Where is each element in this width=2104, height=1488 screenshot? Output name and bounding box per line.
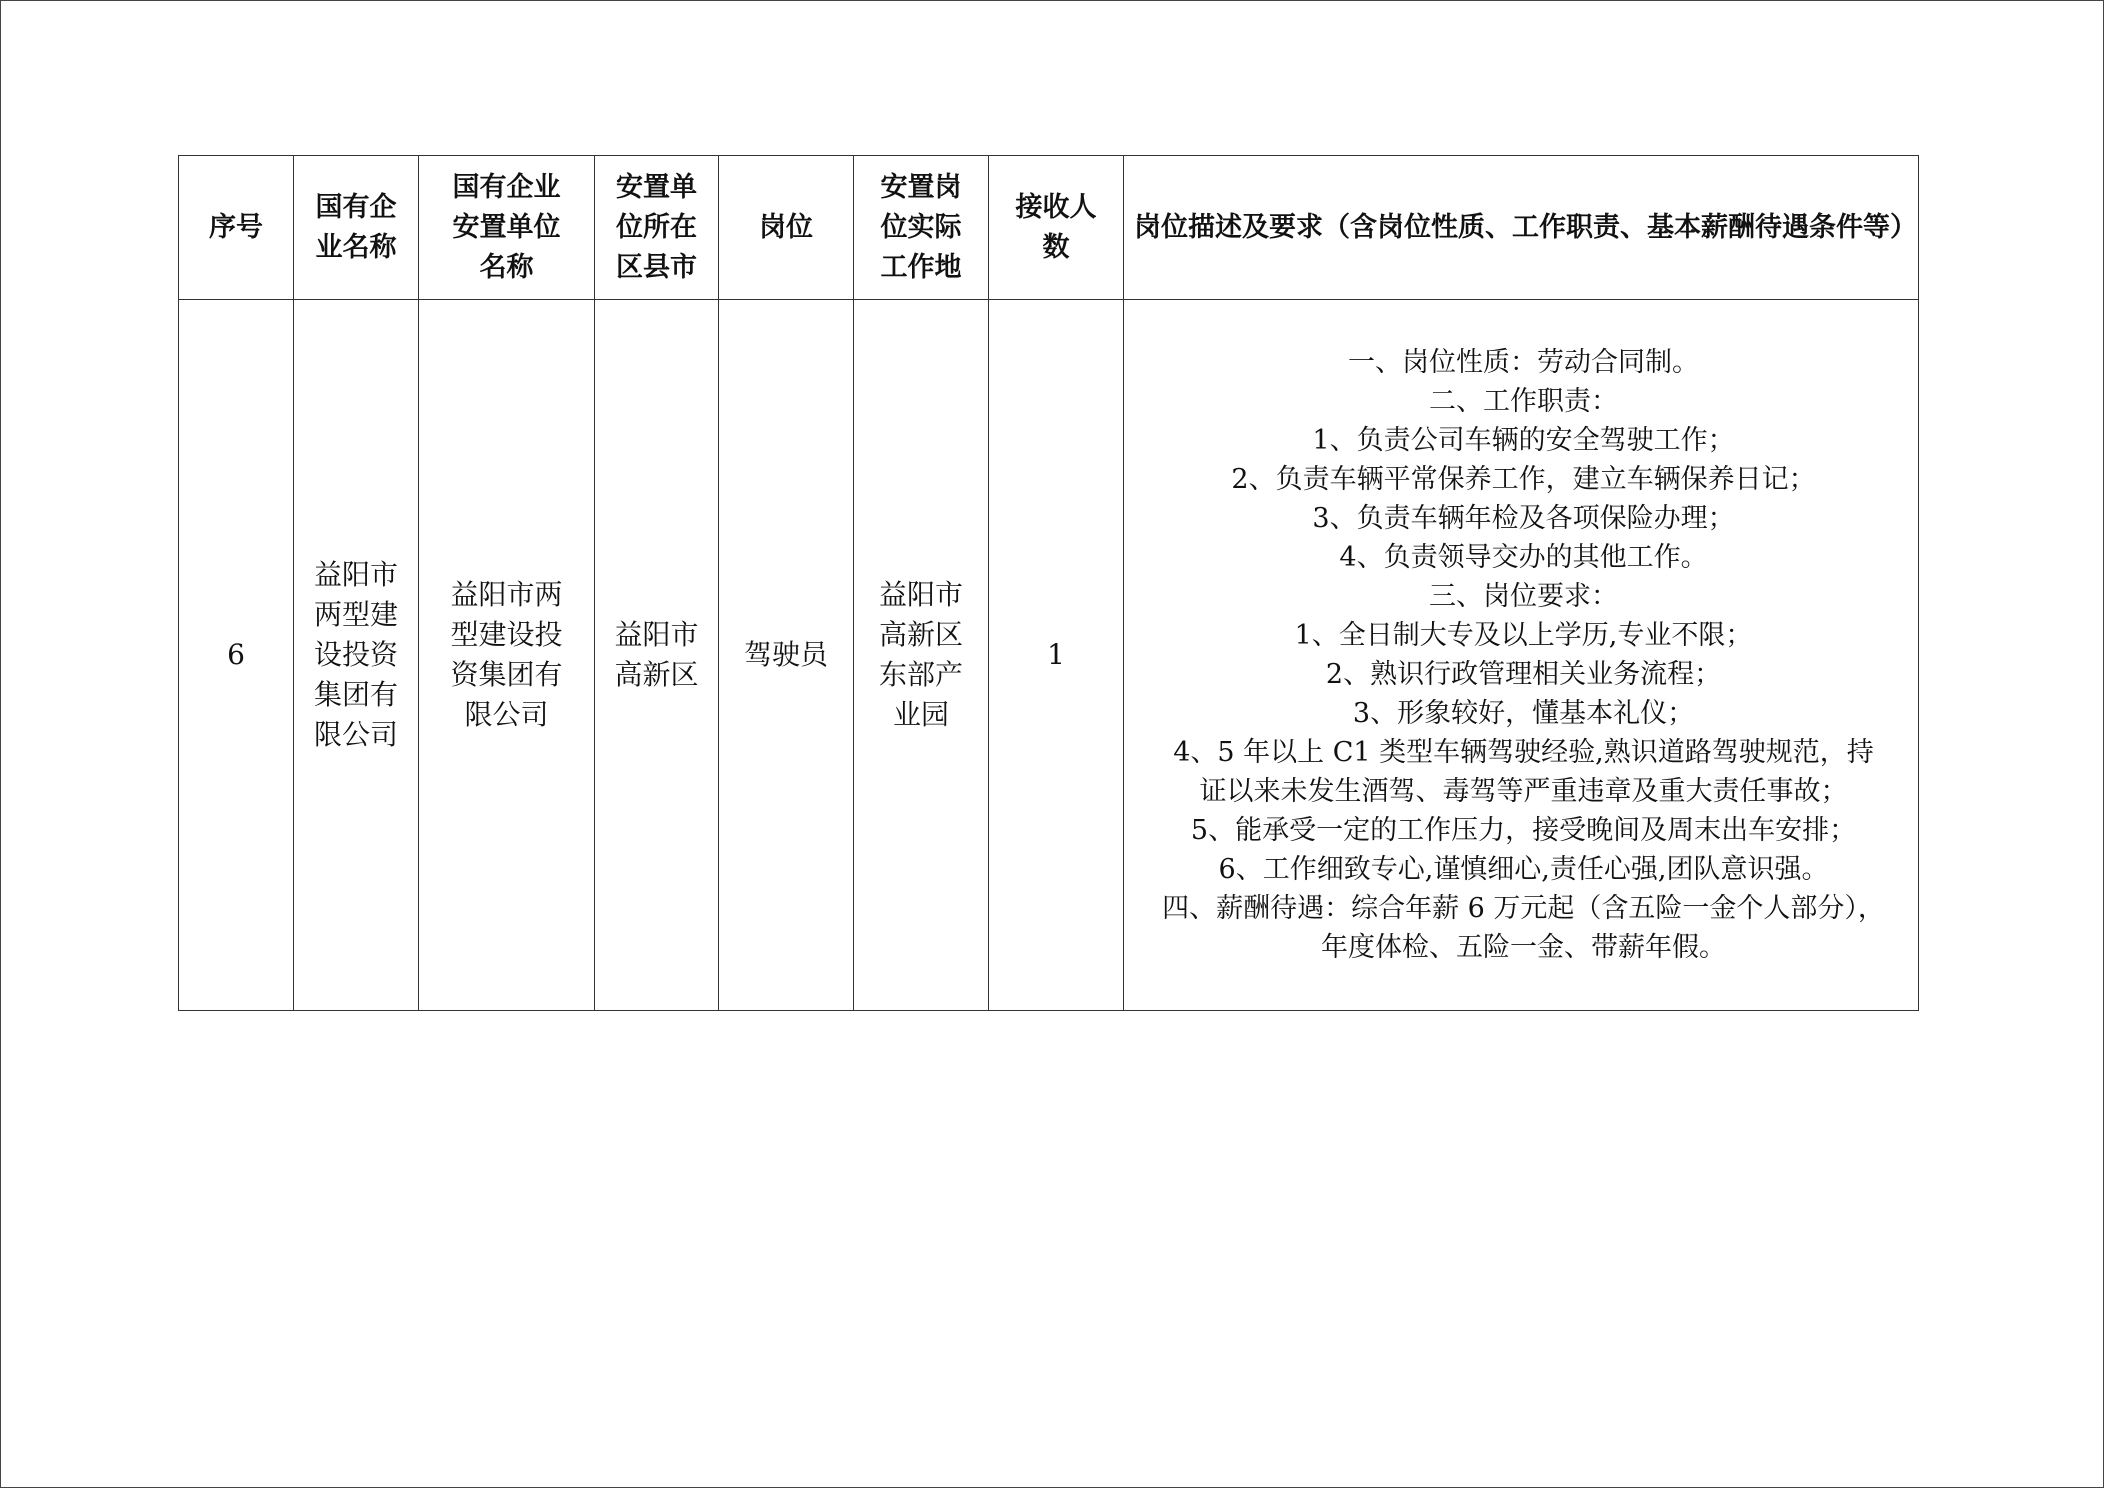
cell-company — [294, 300, 419, 1011]
header-description-label: 岗位描述及要求（含岗位性质、工作职责、基本薪酬待遇条件等） — [1134, 211, 1917, 243]
header-seq-label: 序号 — [209, 211, 263, 243]
header-seq — [179, 156, 294, 300]
cell-workplace — [854, 300, 989, 1011]
header-position-label: 岗位 — [759, 211, 813, 243]
header-row — [179, 156, 1919, 300]
description-list — [1124, 343, 1918, 967]
description-line: 2、熟识行政管理相关业务流程； — [1325, 659, 1722, 690]
description-line: 三、岗位要求： — [1429, 581, 1618, 612]
cell-headcount — [989, 300, 1124, 1011]
header-company-label: 国有企业名称 — [315, 191, 397, 263]
description-line: 二、工作职责： — [1429, 386, 1618, 417]
cell-unit — [419, 300, 595, 1011]
seq-value: 6 — [227, 638, 245, 671]
header-district — [595, 156, 719, 300]
unit-name: 益阳市两型建设投资集团有限公司 — [450, 578, 563, 731]
description-line: 年度体检、五险一金、带薪年假。 — [1321, 932, 1726, 963]
cell-position — [719, 300, 854, 1011]
headcount-value: 1 — [1047, 638, 1065, 671]
position-name: 驾驶员 — [743, 638, 828, 671]
header-description — [1124, 156, 1919, 300]
description-line: 4、负责领导交办的其他工作。 — [1339, 542, 1708, 573]
header-company — [294, 156, 419, 300]
description-line: 2、负责车辆平常保养工作，建立车辆保养日记； — [1231, 464, 1816, 495]
header-workplace-label: 安置岗位实际工作地 — [880, 171, 962, 283]
cell-description — [1124, 300, 1919, 1011]
header-position — [719, 156, 854, 300]
description-line: 5、能承受一定的工作压力，接受晚间及周末出车安排； — [1190, 815, 1857, 846]
workplace-name: 益阳市高新区东部产业园 — [878, 578, 963, 731]
header-headcount-label: 接收人数 — [1015, 191, 1097, 263]
header-unit — [419, 156, 595, 300]
header-workplace — [854, 156, 989, 300]
description-line: 3、负责车辆年检及各项保险办理； — [1312, 503, 1735, 534]
description-line: 一、岗位性质：劳动合同制。 — [1348, 347, 1699, 378]
description-line: 证以来未发生酒驾、毒驾等严重违章及重大责任事故； — [1199, 776, 1848, 807]
description-line: 四、薪酬待遇：综合年薪 6 万元起（含五险一金个人部分）， — [1162, 893, 1885, 924]
description-line: 3、形象较好，懂基本礼仪； — [1352, 698, 1695, 729]
description-line: 1、全日制大专及以上学历,专业不限； — [1294, 620, 1753, 651]
district-name: 益阳市高新区 — [614, 618, 699, 691]
job-posting-table — [178, 155, 1919, 1011]
header-unit-label: 国有企业安置单位名称 — [452, 171, 561, 283]
cell-seq — [179, 300, 294, 1011]
description-line: 1、负责公司车辆的安全驾驶工作； — [1312, 425, 1735, 456]
table-row — [179, 300, 1919, 1011]
cell-district — [595, 300, 719, 1011]
description-line: 4、5 年以上 C1 类型车辆驾驶经验,熟识道路驾驶规范，持 — [1173, 737, 1874, 768]
header-headcount — [989, 156, 1124, 300]
header-district-label: 安置单位所在区县市 — [616, 171, 697, 283]
description-line: 6、工作细致专心,谨慎细心,责任心强,团队意识强。 — [1218, 854, 1829, 885]
company-name: 益阳市两型建设投资集团有限公司 — [313, 558, 398, 751]
